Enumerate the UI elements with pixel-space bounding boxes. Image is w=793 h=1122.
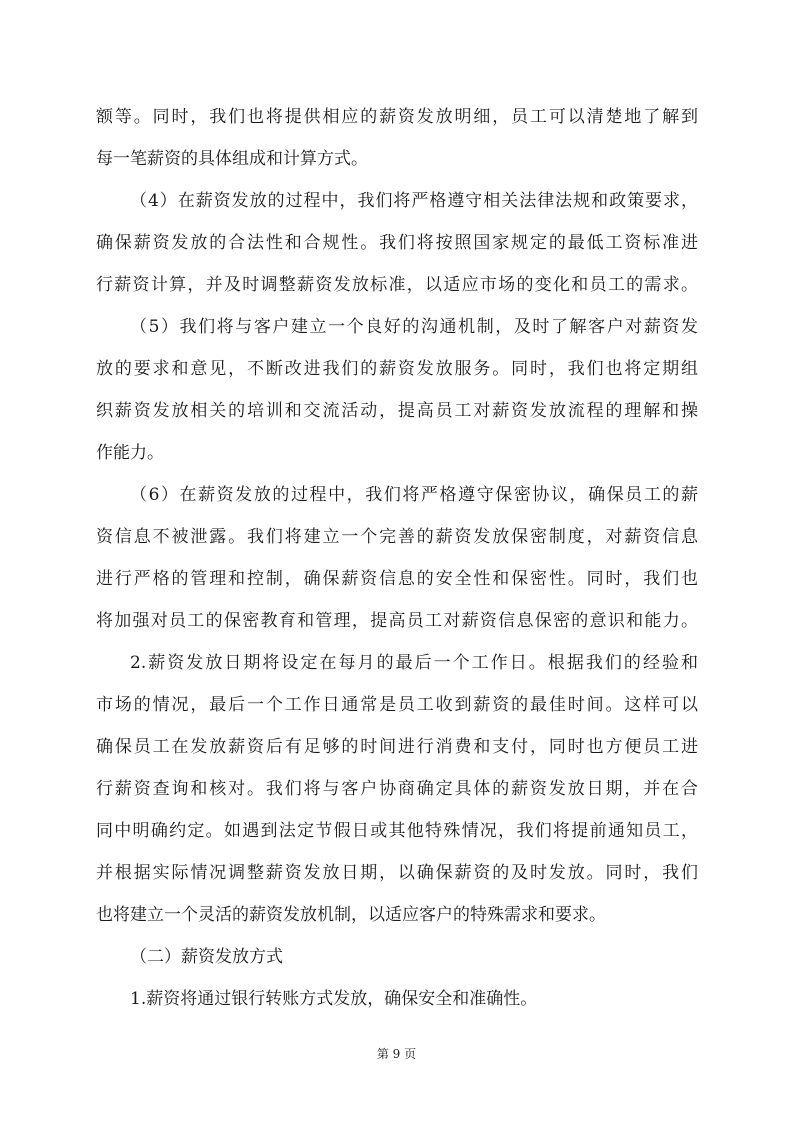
text-line: 行薪资查询和核对。我们将与客户协商确定具体的薪资发放日期，并在合 — [96, 779, 698, 799]
text-line: 资信息不被泄露。我们将建立一个完善的薪资发放保密制度，对薪资信息 — [96, 527, 698, 547]
page-number: 第 9 页 — [376, 1047, 417, 1061]
list-item: 1.薪资将通过银行转账方式发放，确保安全和准确性。 — [130, 989, 538, 1009]
text-line: 确保员工在发放薪资后有足够的时间进行消费和支付，同时也方便员工进 — [96, 737, 698, 757]
text-line: 同中明确约定。如遇到法定节假日或其他特殊情况，我们将提前通知员工， — [96, 821, 698, 841]
text-line: （6）在薪资发放的过程中，我们将严格遵守保密协议，确保员工的薪 — [130, 485, 698, 505]
text-line: 进行严格的管理和控制，确保薪资信息的安全性和保密性。同时，我们也 — [96, 569, 698, 589]
text-line: 织薪资发放相关的培训和交流活动，提高员工对薪资发放流程的理解和操 — [96, 401, 698, 421]
text-line: 并根据实际情况调整薪资发放日期，以确保薪资的及时发放。同时，我们 — [96, 863, 698, 883]
text-line: 市场的情况，最后一个工作日通常是员工收到薪资的最佳时间。这样可以 — [96, 695, 698, 715]
text-line: 也将建立一个灵活的薪资发放机制，以适应客户的特殊需求和要求。 — [96, 905, 606, 925]
text-line: 2.薪资发放日期将设定在每月的最后一个工作日。根据我们的经验和 — [130, 653, 698, 673]
text-line: 确保薪资发放的合法性和合规性。我们将按照国家规定的最低工资标准进 — [96, 233, 698, 253]
text-line: 行薪资计算，并及时调整薪资发放标准，以适应市场的变化和员工的需求。 — [96, 275, 698, 295]
text-line: 每一笔薪资的具体组成和计算方式。 — [96, 149, 368, 169]
text-line: 作能力。 — [96, 443, 164, 463]
section-heading: （二）薪资发放方式 — [130, 947, 283, 967]
text-line: 额等。同时，我们也将提供相应的薪资发放明细，员工可以清楚地了解到 — [96, 107, 698, 127]
text-line: （5）我们将与客户建立一个良好的沟通机制，及时了解客户对薪资发 — [130, 317, 698, 337]
text-line: 放的要求和意见，不断改进我们的薪资发放服务。同时，我们也将定期组 — [96, 359, 698, 379]
text-line: 将加强对员工的保密教育和管理，提高员工对薪资信息保密的意识和能力。 — [96, 611, 698, 631]
text-line: （4）在薪资发放的过程中，我们将严格遵守相关法律法规和政策要求， — [130, 191, 698, 211]
